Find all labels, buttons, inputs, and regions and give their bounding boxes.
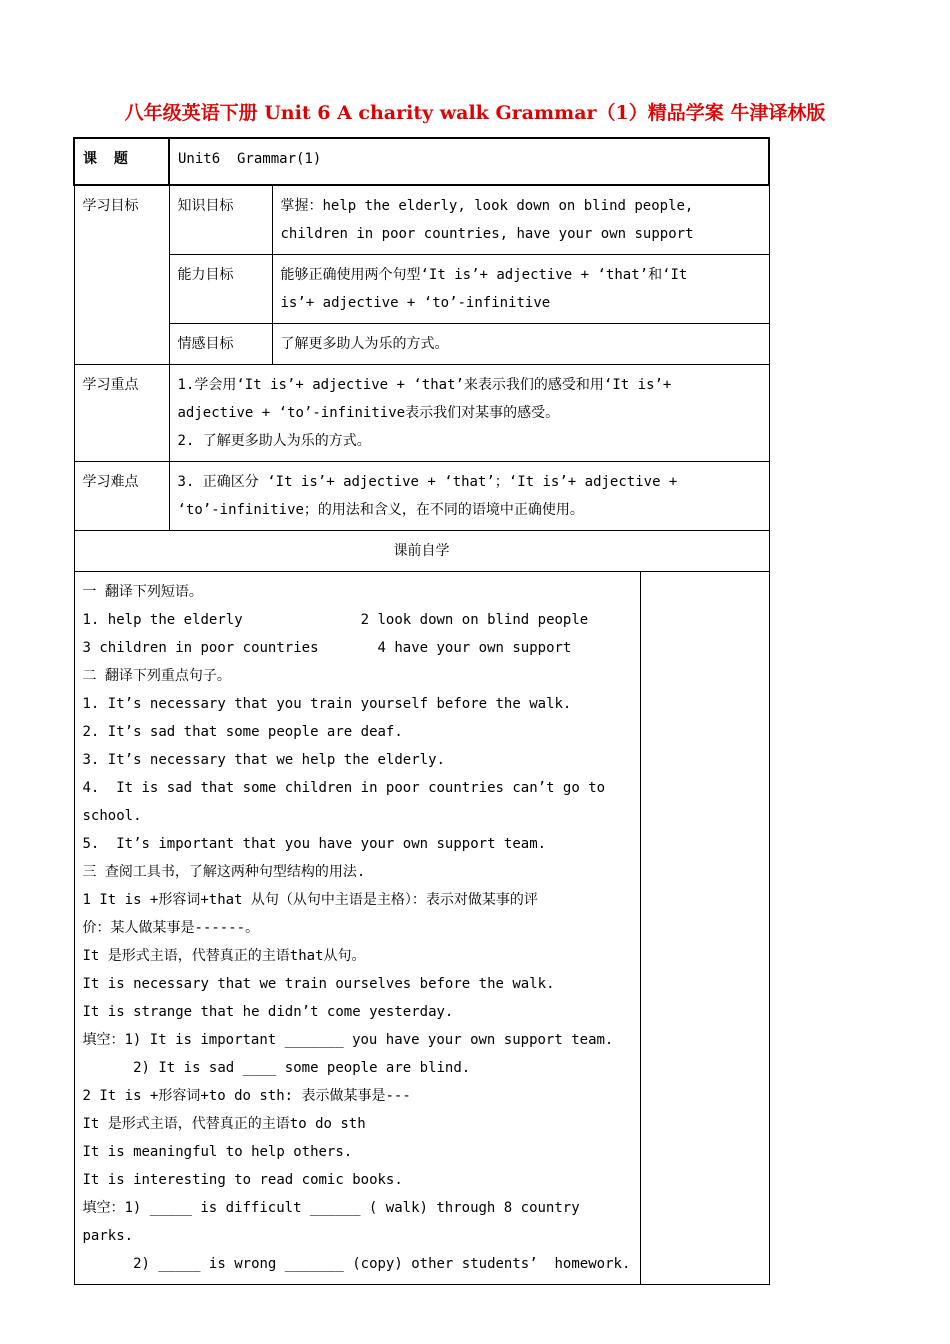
preview-content-row <box>74 572 769 1285</box>
preview-line: 2) It is sad ____ some people are blind. <box>82 1060 471 1076</box>
preview-line: 5. It’s important that you have your own support team. <box>82 836 547 852</box>
preview-line: It is interesting to read comic books. <box>82 1172 403 1188</box>
key-points-label: 学习重点 <box>82 377 139 393</box>
key-points-row <box>74 365 769 462</box>
document-title: 八年级英语下册 Unit 6 A charity walk Grammar（1）精品学案 牛津译林版 <box>124 102 826 124</box>
objectives-label: 学习目标 <box>82 198 139 214</box>
notes-column <box>640 572 769 1285</box>
difficulty-line: ‘to’-infinitive；的用法和含义，在不同的语境中正确使用。 <box>177 502 584 518</box>
preview-line: 2 It is +形容词+to do sth: 表示做某事是--- <box>82 1088 411 1104</box>
preview-line: 二 翻译下列重点句子。 <box>82 668 231 684</box>
ability-line: 能够正确使用两个句型‘It is’+ adjective + ‘that’和‘It <box>280 267 688 283</box>
study-plan-table <box>73 137 770 1285</box>
knowledge-line: children in poor countries, have your own support <box>280 226 694 242</box>
preview-line: school. <box>82 808 142 824</box>
preview-line: 1. help the elderly 2 look down on blind people <box>82 612 589 628</box>
difficulty-label: 学习难点 <box>82 474 139 490</box>
preview-line: 三 查阅工具书，了解这两种句型结构的用法. <box>82 864 366 880</box>
ability-line: is’+ adjective + ‘to’-infinitive <box>280 295 551 311</box>
knowledge-row <box>74 185 769 255</box>
preview-line: 4. It is sad that some children in poor countries can’t go to <box>82 780 606 796</box>
preview-line: 价：某人做某事是------。 <box>82 920 260 936</box>
topic-label: 课 题 <box>83 151 128 167</box>
preview-line: It 是形式主语，代替真正的主语that从句。 <box>82 948 366 964</box>
preview-line: It 是形式主语，代替真正的主语to do sth <box>82 1116 366 1132</box>
preview-line: It is necessary that we train ourselves before the walk. <box>82 976 555 992</box>
preview-line: 2) _____ is wrong _______ (copy) other students’ homework. <box>82 1256 631 1272</box>
preview-header: 课前自学 <box>393 543 450 559</box>
knowledge-line: 掌握：help the elderly, look down on blind people, <box>280 198 694 214</box>
preview-content-cell <box>74 572 640 1285</box>
topic-row <box>74 138 769 185</box>
key-point-line: 1.学会用‘It is’+ adjective + ‘that’来表示我们的感受和用‘It is’+ <box>177 377 672 393</box>
preview-line: parks. <box>82 1228 134 1244</box>
preview-line: 填空：1) It is important _______ you have your own support team. <box>82 1032 614 1048</box>
knowledge-cell <box>272 185 769 255</box>
difficulty-line: 3. 正确区分 ‘It is’+ adjective + ‘that’；‘It is’+ adjective + <box>177 474 678 490</box>
preview-header-row <box>74 531 769 572</box>
knowledge-label: 知识目标 <box>177 198 234 214</box>
difficulty-row <box>74 462 769 531</box>
ability-label: 能力目标 <box>177 267 234 283</box>
preview-line: It is meaningful to help others. <box>82 1144 353 1160</box>
preview-line: 3. It’s necessary that we help the elderly. <box>82 752 445 768</box>
preview-line: 填空：1) _____ is difficult ______ ( walk) through 8 country <box>82 1200 580 1216</box>
preview-line: 一 翻译下列短语。 <box>82 584 203 600</box>
preview-line: 1 It is +形容词+that 从句（从句中主语是主格）：表示对做某事的评 <box>82 892 538 908</box>
topic-value: Unit6 Grammar(1) <box>178 151 322 167</box>
emotion-row <box>74 324 769 365</box>
ability-row <box>74 255 769 324</box>
difficulty-cell <box>169 462 769 531</box>
key-point-line: 2. 了解更多助人为乐的方式。 <box>177 433 371 449</box>
preview-line: 1. It’s necessary that you train yourself before the walk. <box>82 696 572 712</box>
preview-line: 3 children in poor countries 4 have your own support <box>82 640 572 656</box>
preview-line: It is strange that he didn’t come yesterday. <box>82 1004 454 1020</box>
key-points-cell <box>169 365 769 462</box>
preview-line: 2. It’s sad that some people are deaf. <box>82 724 403 740</box>
key-point-line: adjective + ‘to’-infinitive表示我们对某事的感受。 <box>177 405 560 421</box>
emotion-label: 情感目标 <box>177 336 234 352</box>
ability-cell <box>272 255 769 324</box>
emotion-text: 了解更多助人为乐的方式。 <box>280 336 449 352</box>
